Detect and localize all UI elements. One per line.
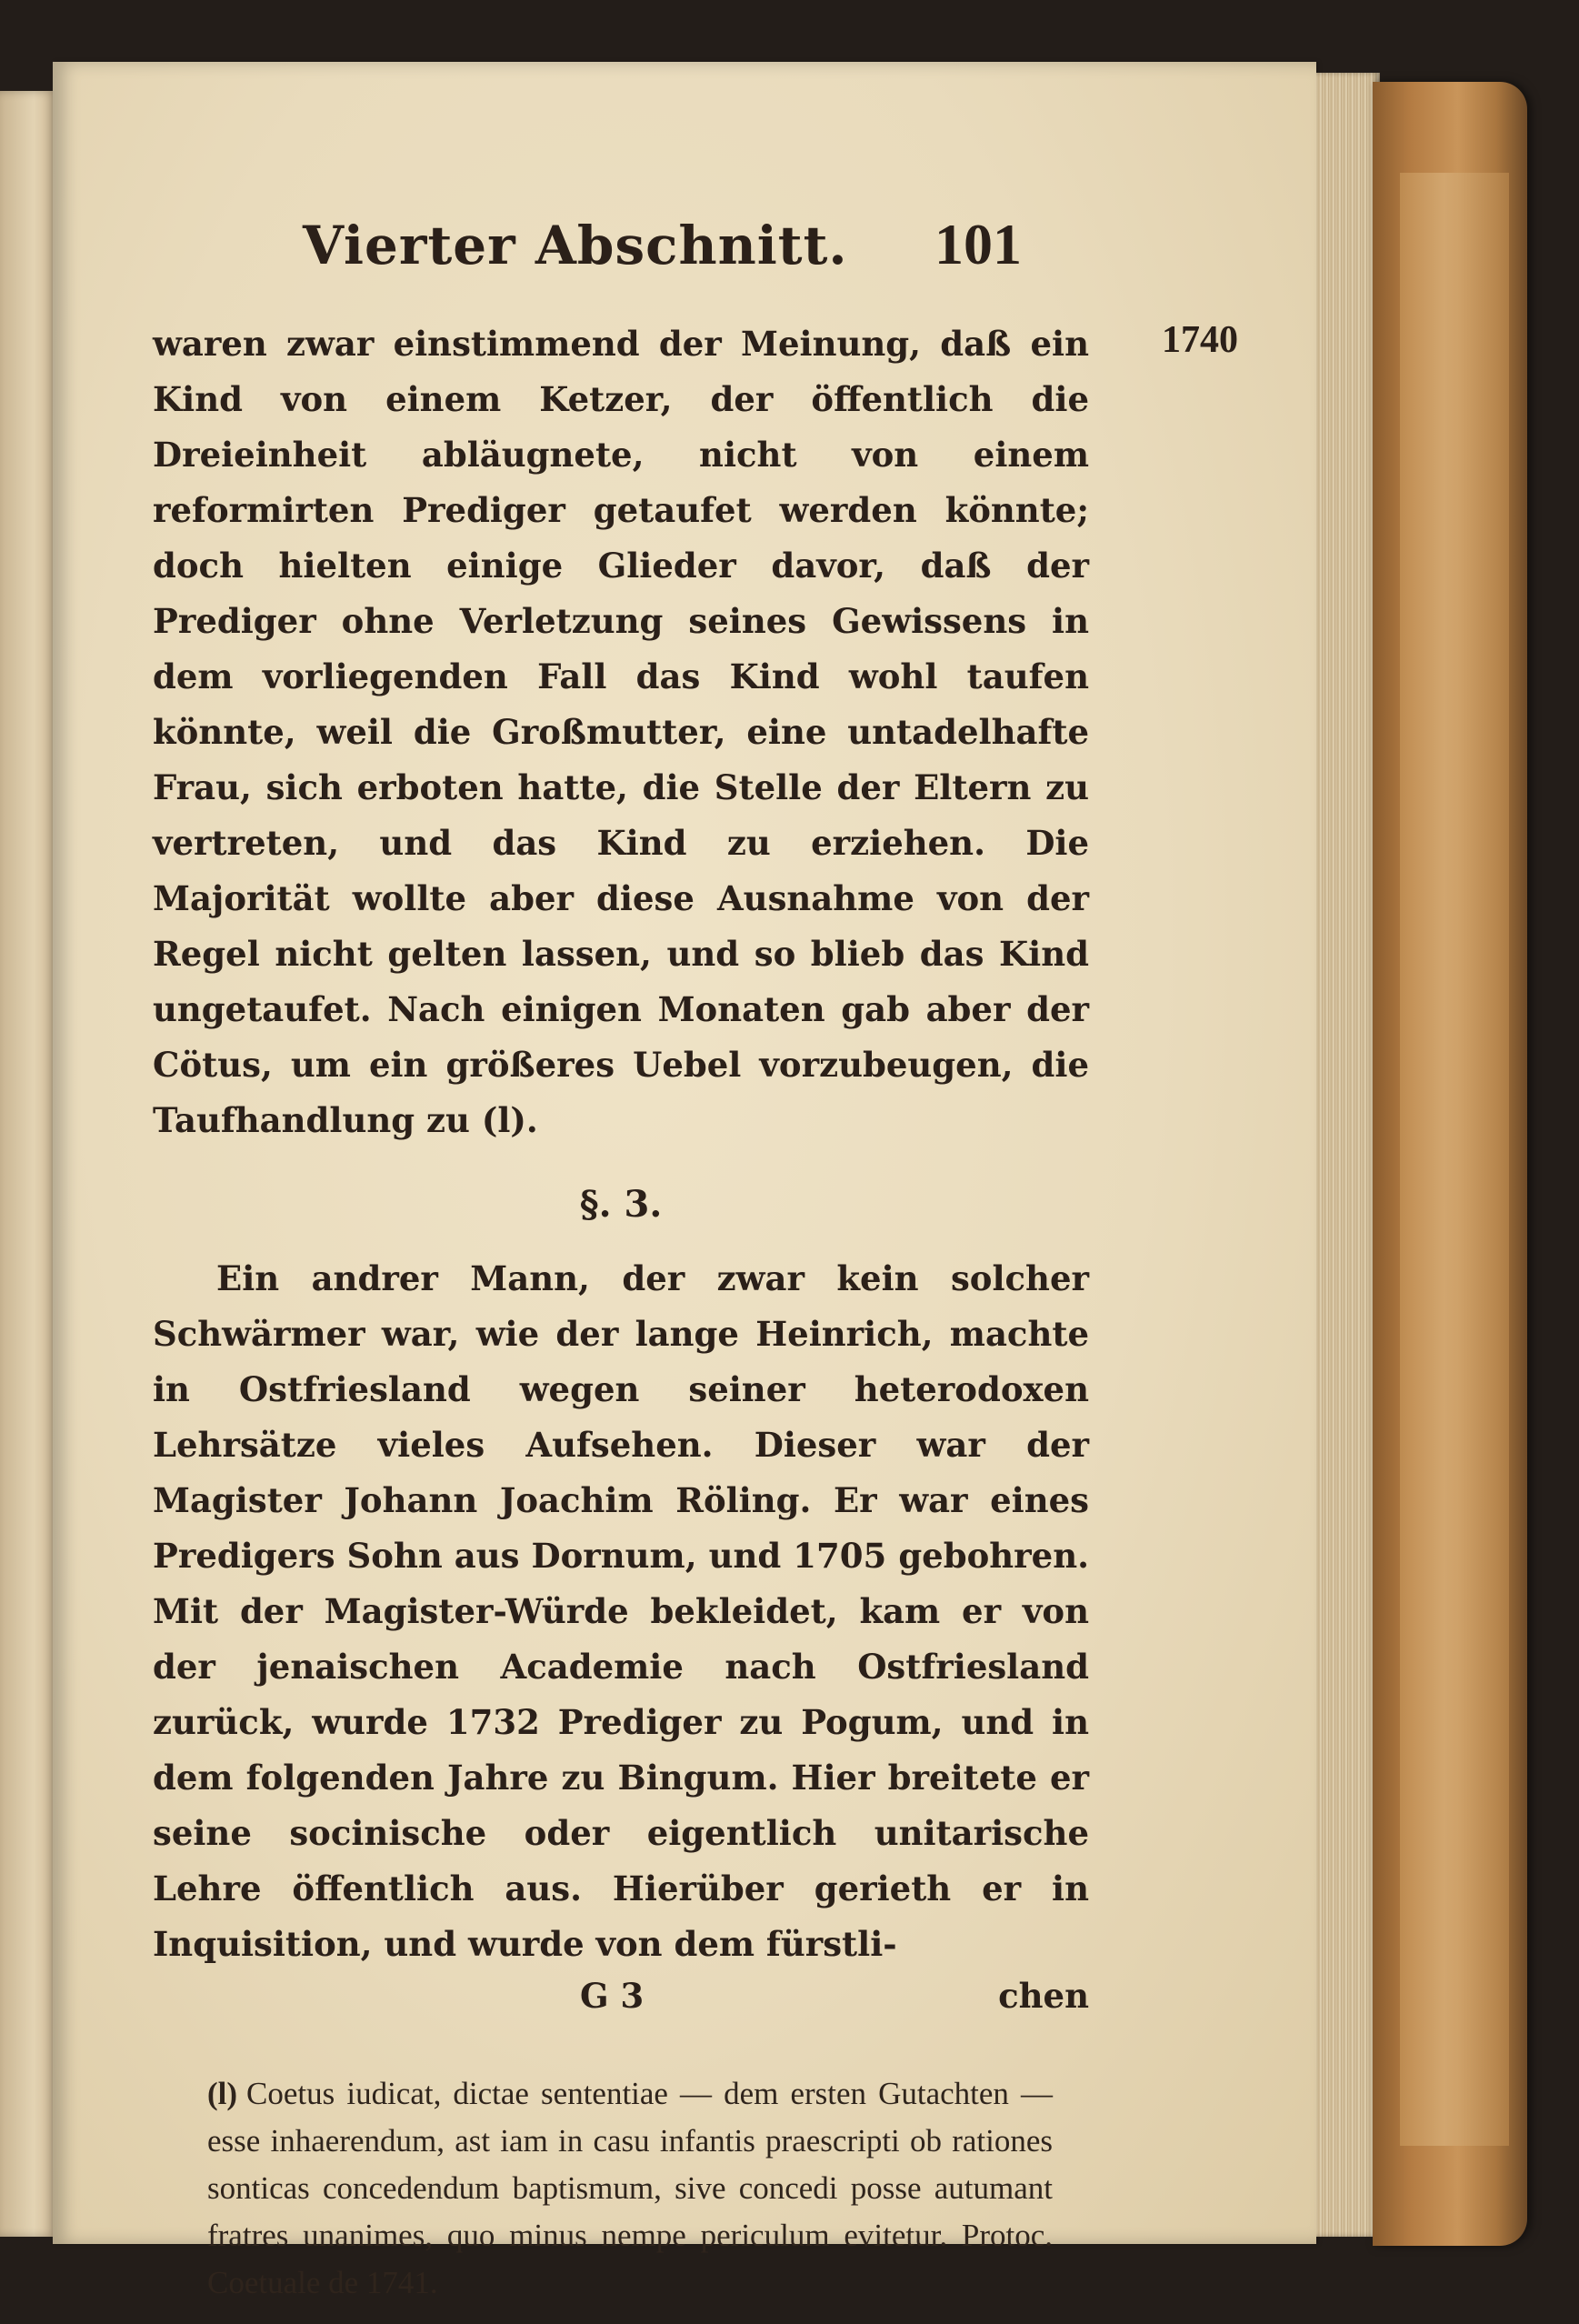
paragraph-section-3: Ein andrer Mann, der zwar kein solcher Schwärmer war, wie der lange Heinrich, machte in Ostfriesland wegen seiner heterodoxen Lehrsätze vieles Aufsehen. Dieser war der Magister Johann Joachim Röling. Er war eines Predigers Sohn aus Dornum, und 1705 gebohren. Mit der Magister-Würde bekleidet, kam er von der jenaischen Academie nach Ostfriesland zurück, wurde 1732 Prediger zu Pogum, und in dem folgenden Jahre zu Bingum. Hier breitete er seine socinische oder eigentlich unitarische Lehre öffentlich aus. Hierüber gerieth er in Inquisition, und wurde von dem fürstli-: [153, 1258, 1089, 1964]
signature-mark: G 3: [580, 1976, 645, 2016]
cover-board-edge: [1400, 173, 1509, 2146]
catchword: chen: [998, 1976, 1089, 2016]
footnote: [207, 2070, 1053, 2307]
footnote-marker: (l): [207, 2076, 238, 2111]
paragraph-continuation: waren zwar einstimmend der Meinung, daß ein Kind von einem Ketzer, der öffentlich die Dreieinheit abläugnete, nicht von einem reformirten Prediger getaufet werden könnte; doch hielten einige Glieder davor, daß der Prediger ohne Verletzung seines Gewissens in dem vorliegenden Fall das Kind wohl taufen könnte, weil die Großmutter, eine untadelhafte Frau, sich erboten hatte, die Stelle der Eltern zu vertreten, und das Kind zu erziehen. Die Majorität wollte aber diese Ausnahme von der Regel nicht gelten lassen, und so blieb das Kind ungetaufet. Nach einigen Monaten gab aber der Cötus, um ein größeres Uebel vorzubeugen, die Taufhandlung zu (l).: [153, 324, 1089, 1140]
previous-page-edge: [0, 91, 56, 2237]
catch-line: [153, 1976, 1089, 2032]
previous-page-marks: [7, 91, 44, 2237]
page-content: [153, 198, 1238, 2307]
section-heading: §. 3.: [579, 1183, 663, 1226]
running-head: [153, 198, 1089, 316]
running-title: Vierter Abschnitt.: [303, 215, 848, 276]
margin-year-note: 1740: [1162, 319, 1238, 361]
footnote-text: Coetus iudicat, dictae sententiae — dem ersten Gutachten — esse inhaerendum, ast iam in casu infantis praescripti ob rationes sonticas concedendum baptismum, sive concedi posse autumant fratres unanimes, quo minus nempe periculum evitetur. Protoc. Coetuale de 1741.: [207, 2076, 1053, 2300]
book-page: [53, 62, 1316, 2300]
page-edges: [1316, 73, 1380, 2237]
page-number: 101: [934, 212, 1022, 276]
